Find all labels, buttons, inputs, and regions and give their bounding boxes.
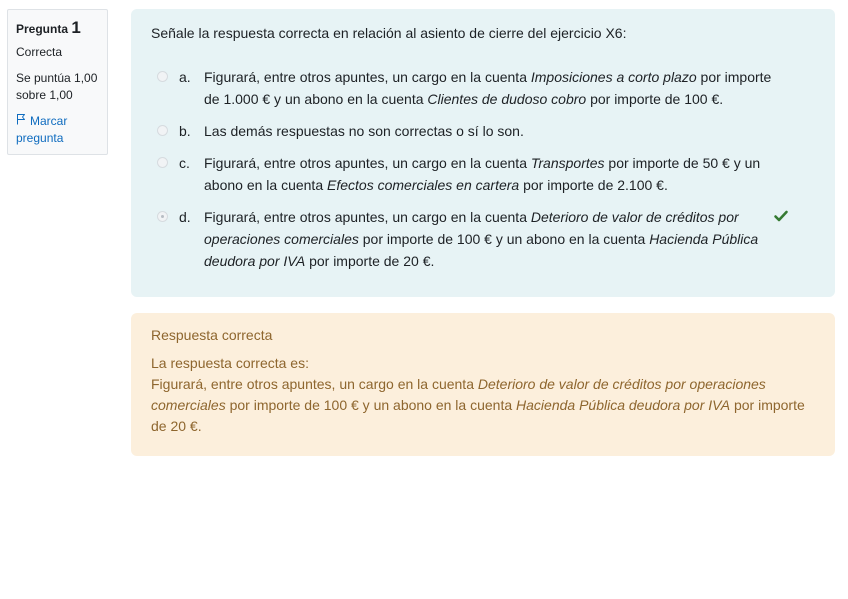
option-text: Figurará, entre otros apuntes, un cargo en la cuenta Deterioro de valor de créditos por operaciones comerciales por importe de 100 € y un abono en la cuenta Hacienda Pública deudora por IVA por importe de 20 €. bbox=[204, 209, 759, 269]
radio-d[interactable] bbox=[157, 211, 168, 222]
option-text: Figurará, entre otros apuntes, un cargo en la cuenta Imposiciones a corto plazo por importe de 1.000 € y un abono en la cuenta Clientes de dudoso cobro por importe de 100 €. bbox=[204, 69, 772, 107]
radio-c[interactable] bbox=[157, 157, 168, 168]
right-answer-intro: La respuesta correcta es: bbox=[151, 355, 309, 371]
right-answer-text: Figurará, entre otros apuntes, un cargo en la cuenta Deterioro de valor de créditos por operaciones comerciales por importe de 100 € y un abono en la cuenta Hacienda Pública deudora por IVA por importe de 20 €. bbox=[151, 376, 805, 434]
question-grade: Se puntúa 1,00 sobre 1,00 bbox=[16, 71, 98, 102]
question-formulation bbox=[131, 9, 835, 297]
radio-a[interactable] bbox=[157, 71, 168, 82]
question-number bbox=[16, 19, 99, 38]
feedback-panel bbox=[131, 313, 835, 456]
flag-question-link[interactable] bbox=[16, 113, 99, 147]
option-letter: b. bbox=[179, 123, 191, 139]
option-text: Las demás respuestas no son correctas o sí lo son. bbox=[204, 123, 524, 139]
option-letter: d. bbox=[179, 209, 191, 225]
flag-icon bbox=[16, 113, 26, 130]
answer-options bbox=[157, 66, 815, 272]
answer-option-c[interactable] bbox=[157, 152, 815, 196]
question-state: Correcta bbox=[16, 45, 63, 59]
question-label: Pregunta bbox=[16, 22, 69, 36]
question-info bbox=[7, 9, 108, 155]
question-number-value: 1 bbox=[71, 18, 81, 37]
radio-b[interactable] bbox=[157, 125, 168, 136]
answer-option-a[interactable] bbox=[157, 66, 815, 110]
correct-check-icon bbox=[773, 208, 789, 224]
answer-option-b[interactable] bbox=[157, 120, 815, 142]
question-text: Señale la respuesta correcta en relación al asiento de cierre del ejercicio X6: bbox=[151, 25, 627, 41]
flag-label: Marcar pregunta bbox=[16, 114, 68, 145]
option-text: Figurará, entre otros apuntes, un cargo en la cuenta Transportes por importe de 50 € y un abono en la cuenta Efectos comerciales en cartera por importe de 2.100 €. bbox=[204, 155, 761, 193]
feedback-title: Respuesta correcta bbox=[151, 327, 273, 343]
answer-option-d[interactable] bbox=[157, 206, 815, 272]
option-letter: a. bbox=[179, 69, 191, 85]
option-letter: c. bbox=[179, 155, 190, 171]
